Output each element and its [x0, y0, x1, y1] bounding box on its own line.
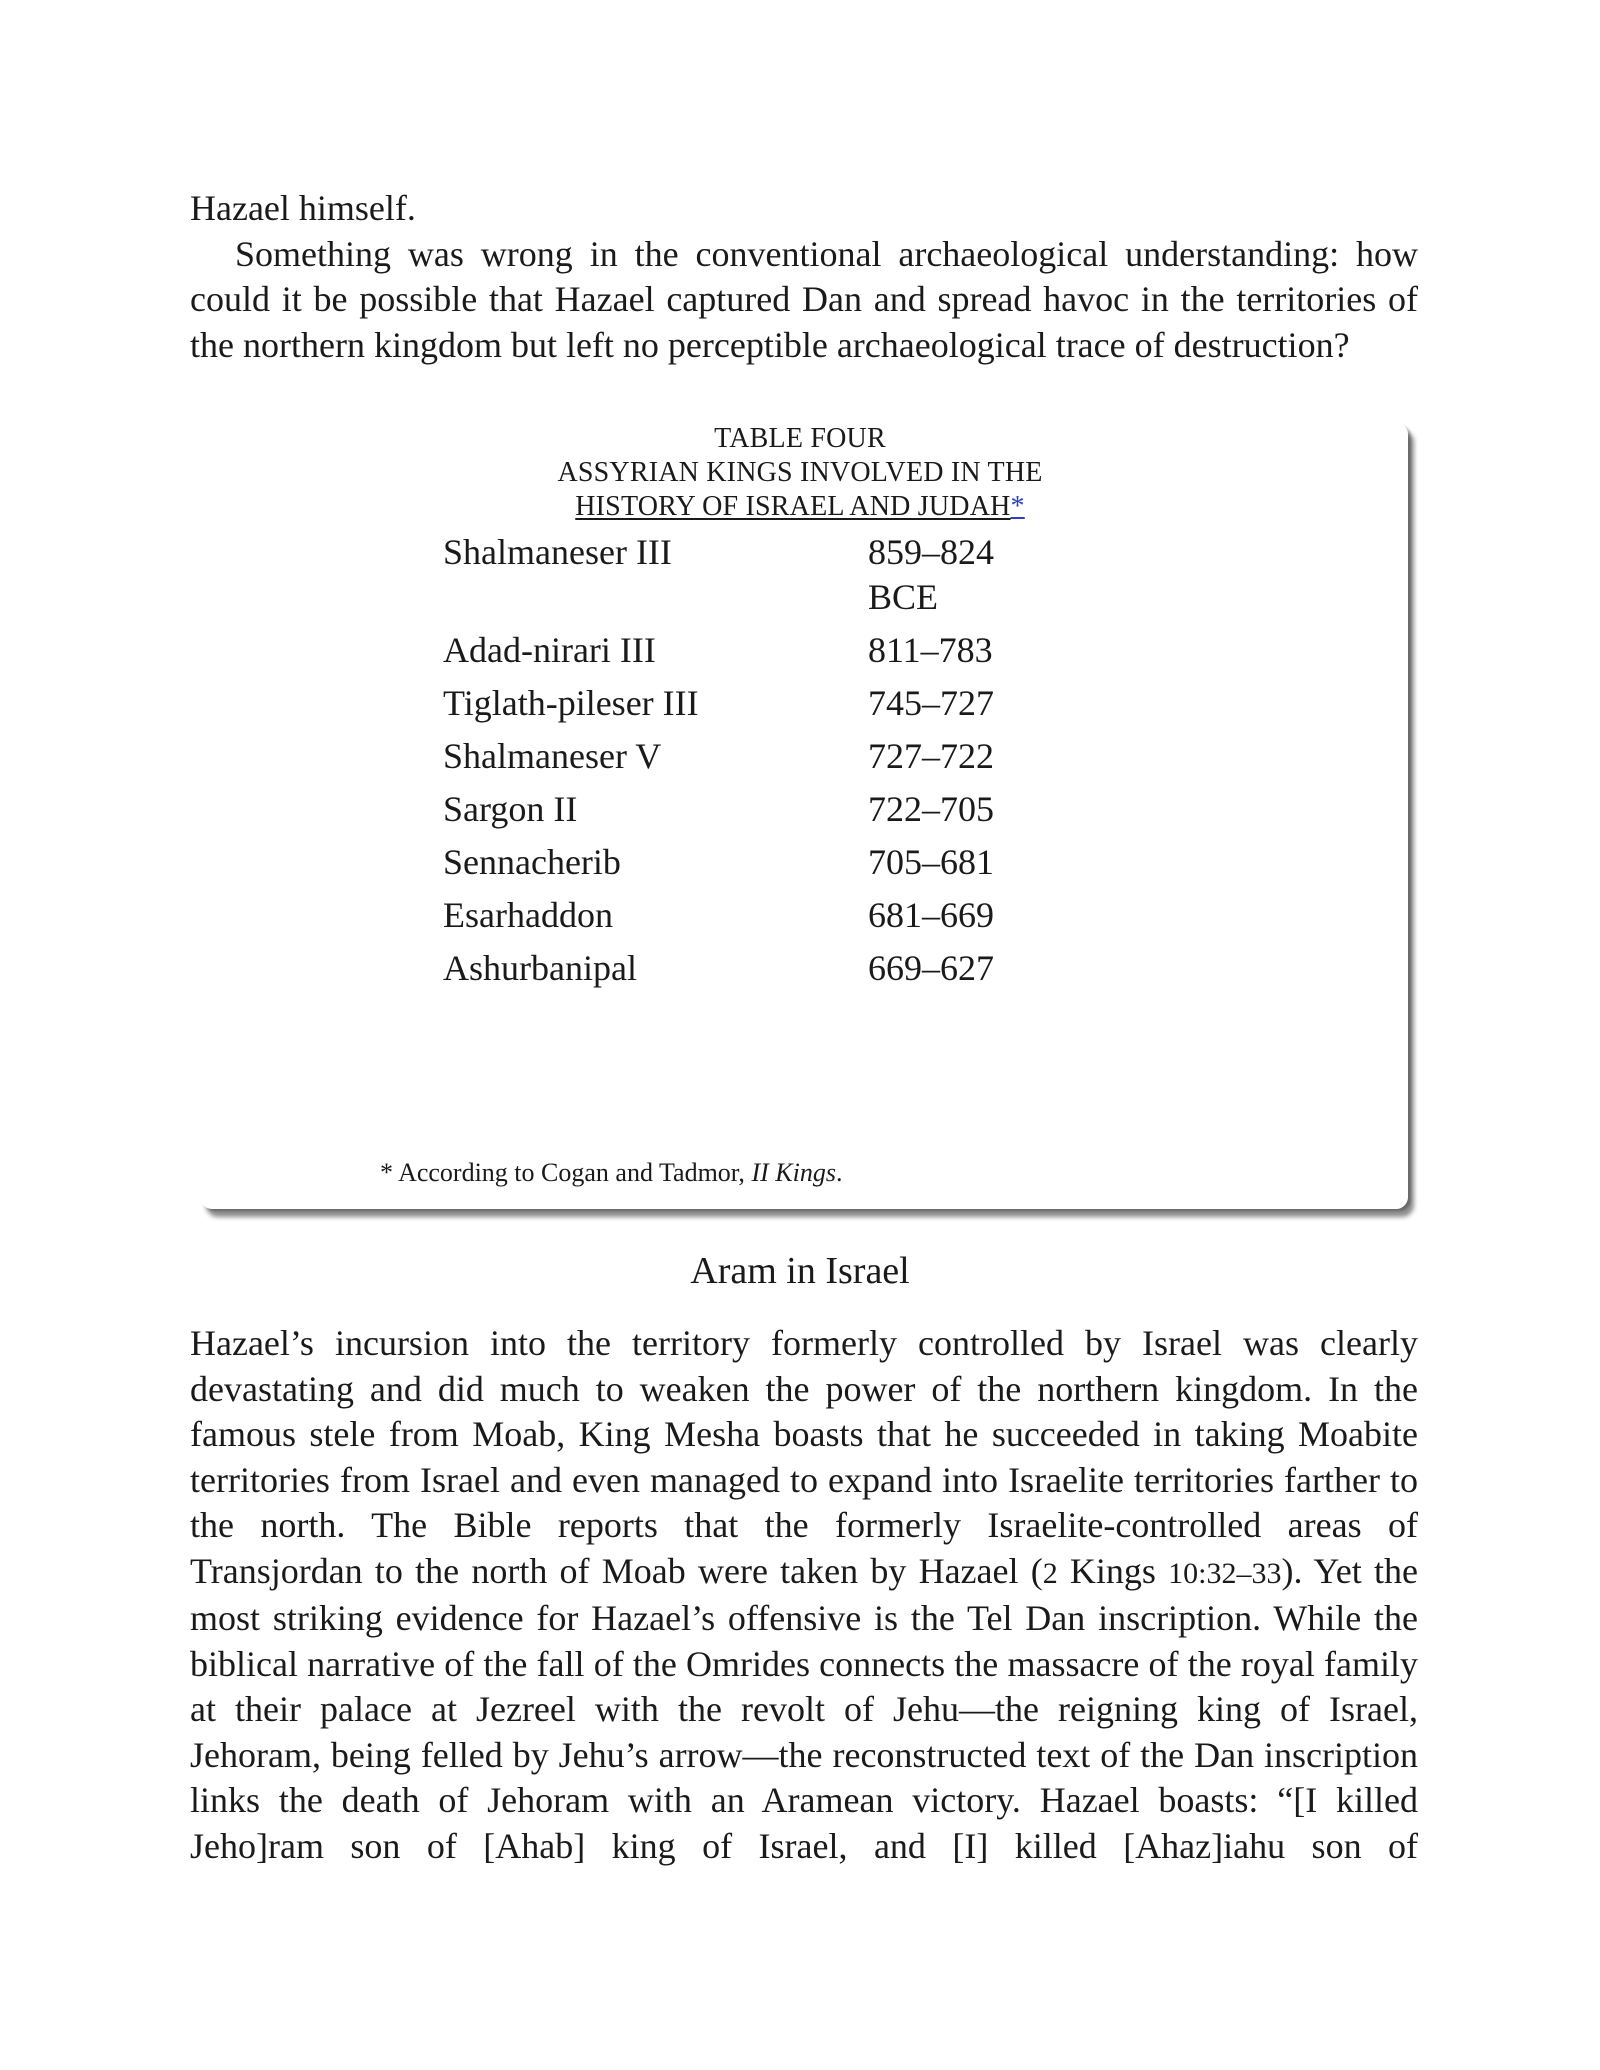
- footnote-title: II Kings: [751, 1158, 836, 1187]
- king-name: Tiglath-pileser III: [443, 683, 699, 723]
- table-row: [443, 787, 1068, 840]
- footnote-prefix: * According to Cogan and Tadmor,: [380, 1158, 752, 1187]
- king-name: Ashurbanipal: [443, 948, 637, 988]
- table-title: [0, 422, 1600, 524]
- king-name: Sennacherib: [443, 842, 621, 882]
- ref-book-number: 2: [1042, 1556, 1058, 1590]
- king-name: Adad-nirari III: [443, 630, 656, 670]
- intro-text: [190, 186, 1418, 368]
- kings-table: [443, 530, 1068, 999]
- body-paragraph: [190, 1321, 1418, 1869]
- intro-line-end: Hazael himself.: [190, 188, 416, 228]
- table-title-line-3-text: HISTORY OF ISRAEL AND JUDAH: [575, 491, 1011, 522]
- reign-years: 859–824 BCE: [868, 532, 994, 617]
- ref-verses: 10:32–33: [1168, 1556, 1282, 1590]
- table-row: [443, 734, 1068, 787]
- table-row: [443, 893, 1068, 946]
- king-name: Shalmaneser V: [443, 736, 662, 776]
- table-title-line-3: [0, 490, 1600, 524]
- table-row: [443, 681, 1068, 734]
- table-title-line-2: ASSYRIAN KINGS INVOLVED IN THE: [557, 457, 1043, 488]
- reign-years: 722–705: [868, 789, 994, 829]
- table-title-line-1: TABLE FOUR: [714, 423, 886, 454]
- body-text: [190, 1321, 1418, 1869]
- reign-years: 745–727: [868, 683, 994, 723]
- reign-years: 669–627: [868, 948, 994, 988]
- ref-book: Kings: [1057, 1550, 1169, 1591]
- footnote-link[interactable]: *: [1010, 491, 1025, 522]
- king-name: Esarhaddon: [443, 895, 613, 935]
- table-row: [443, 628, 1068, 681]
- reign-years: 727–722: [868, 736, 994, 776]
- intro-paragraph: Something was wrong in the conventional archaeological understanding: how could it be possible that Hazael captured Dan and spread havoc in the territories of the northern kingdom but left no perceptible archaeological trace of destruction?: [190, 233, 1418, 365]
- king-name: Shalmaneser III: [443, 532, 672, 572]
- table-footnote: [380, 1157, 842, 1189]
- footnote-suffix: .: [835, 1158, 843, 1187]
- body-paragraph-part-1: Hazael’s incursion into the territory formerly controlled by Israel was clearly devastating and did much to weaken the power of the northern kingdom. In the famous stele from Moab, King Mesha boasts that he succeeded in taking Moabite territories from Israel and even managed to expand into Israelite territories farther to the north. The Bible reports that the formerly Israelite-controlled areas of Transjordan to the north of Moab were taken by Hazael (: [190, 1323, 1418, 1591]
- body-paragraph-part-2: ). Yet the most striking evidence for Hazael’s offensive is the Tel Dan inscription. While the biblical narrative of the fall of the Omrides connects the massacre of the royal family at their palace at Jezreel with the revolt of Jehu—the reigning king of Israel, Jehoram, being felled by Jehu’s arrow—the reconstructed text of the Dan inscription links the death of Jehoram with an Aramean victory. Hazael boasts: “[I killed Jeho]ram son of [Ahab] king of Israel, and [I] killed [Ahaz]iahu son of: [190, 1550, 1418, 1866]
- reign-years: 681–669: [868, 895, 994, 935]
- table-row: [443, 946, 1068, 999]
- table-row: [443, 530, 1068, 628]
- king-name: Sargon II: [443, 789, 578, 829]
- table-row: [443, 840, 1068, 893]
- reign-years: 811–783: [868, 630, 993, 670]
- reign-years: 705–681: [868, 842, 994, 882]
- section-heading: Aram in Israel: [690, 1250, 910, 1292]
